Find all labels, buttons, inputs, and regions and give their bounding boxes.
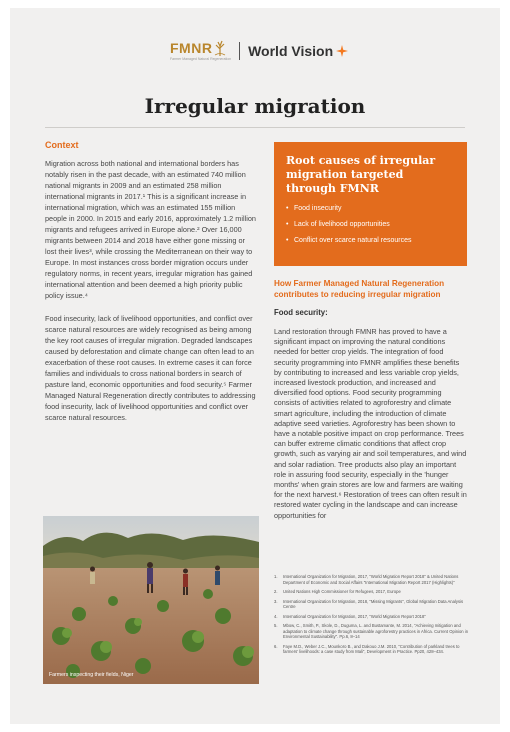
footnote-number: 5. xyxy=(274,623,278,628)
field-photo-illustration xyxy=(43,516,259,684)
callout-list xyxy=(286,204,467,245)
footnote xyxy=(274,614,469,620)
footnote-text: International Organization for Migration, 2017, "World Migration Report 2018" xyxy=(283,613,426,619)
fmnr-logo-text: FMNR xyxy=(170,40,213,56)
page-title: Irregular migration xyxy=(144,94,366,118)
footnote xyxy=(274,574,469,585)
footnote-number: 2. xyxy=(274,589,278,594)
food-security-subheading: Food security: xyxy=(274,308,328,317)
bullet-icon: • xyxy=(286,237,289,244)
footnote-number: 3. xyxy=(274,598,278,604)
how-heading: How Farmer Managed Natural Regeneration contributes to reducing irregular migration xyxy=(274,279,445,299)
logo-divider xyxy=(239,42,240,60)
world-vision-logo xyxy=(248,43,348,59)
context-section xyxy=(45,140,258,423)
how-section xyxy=(274,278,467,521)
callout-item-label: Lack of livelihood opportunities xyxy=(294,221,390,228)
callout-item-label: Conflict over scarce natural resources xyxy=(294,237,412,244)
footnote xyxy=(274,623,469,640)
logo-bar xyxy=(170,40,348,61)
footnote-number: 6. xyxy=(274,643,278,649)
footnote-text: International Organization for Migration, 2018, "Missing Migrants", Global Migration Data Analysis Centre xyxy=(283,598,464,609)
world-vision-star-icon xyxy=(336,45,348,57)
document-page xyxy=(10,8,500,724)
fmnr-logo xyxy=(170,40,231,61)
footnote-text: United Nations High Commissioner for Refugees, 2017, Europe xyxy=(283,589,401,594)
bullet-icon: • xyxy=(286,221,289,228)
footnote-text: Mbow, C., Smith, P., Skole, D., Duguma, L. and Bustamante, M. 2014, "Achieving mitigation and adaptation to climate change through sustainable agroforestry practices in Africa. Current Opinion in Environmental Sustainability". Pp.6, 8–14 xyxy=(283,623,469,639)
list-item xyxy=(286,220,467,229)
list-item xyxy=(286,204,467,213)
footnote-number: 4. xyxy=(274,613,278,619)
list-item xyxy=(286,236,467,245)
bullet-icon: • xyxy=(286,205,289,212)
footnote-number: 1. xyxy=(274,574,278,579)
footnote xyxy=(274,599,469,610)
footnote-text: International Organization for Migration, 2017, "World Migration Report 2018" & United Nations Department of Economic and Social Affairs "International Migration Report 2017 (Highlights)" xyxy=(283,574,459,585)
footnote xyxy=(274,589,469,595)
callout-item-label: Food insecurity xyxy=(294,205,342,212)
title-divider xyxy=(45,127,465,128)
footnotes xyxy=(274,574,469,659)
field-photo xyxy=(43,516,259,684)
context-paragraph: Migration across both national and international borders has notably risen in the past decade, with an estimated 740 million national migrants in 2009 and an estimated 258 million international migrants in 2017.¹ This is a significant increase in international migration, which was an estimated 155 million people in 2000. In 2015 and early 2016, approximately 1.2 million migrants and refugees arrived in Europe alone.² Over 16,000 migrants between 2014 and 2018 have either gone missing or lost their lives³, while crossing the Mediterranean on their way to Europe. In most instances cross border migration occurs under regulatory norms, in recent years, irregular migration has gained international attention and been deemed a high priority public policy issue.⁴ xyxy=(45,159,256,300)
footnote-text: Faye M.D., Weber J.C., Mounkoro B., and Dakouo J.M. 2010, "Contribution of parkland trees to farmers' livelihoods: a case study from Mali", Development in Practice. Pp20, 428–434. xyxy=(283,643,460,654)
world-vision-logo-text: World Vision xyxy=(248,42,334,59)
footnote xyxy=(274,644,469,655)
root-causes-callout xyxy=(274,142,467,266)
photo-caption: Farmers inspecting their fields, Niger xyxy=(49,672,134,678)
context-heading: Context xyxy=(45,140,79,150)
food-security-paragraph: Land restoration through FMNR has proved to have a significant impact on improving the natural conditions needed for better crop yields. The integration of food security programming into FMNR amplifies these benefits by contributing to increased and less variable crop yields, increased livestock production, and increased and diversified food options. Food security programming consists of activities related to agroforestry and climate smart agriculture, including the introduction of climate adaptive seed varieties. Agroforestry has been shown to have a notable positive impact on crop performance. Trees can buffer extreme climatic conditions that affect crop growth, such as varying air and soil temperatures, and wind and solar radiation. Tree products also play an important role in assuring food security, especially in the 'hunger months' when grain stores are low and farmers are waiting for the next harvest.⁶ Restoration of trees can often result in restored water cycling in the landscape and can increase opportunities for xyxy=(274,327,467,520)
context-paragraph: Food insecurity, lack of livelihood opportunities, and conflict over scarce natural resources are widely recognised as being among the key root causes of irregular migration. Degraded landscapes caused by deforestation and climate change can often lead to an exacerbation of these root causes. In extreme cases it can force families and individuals to cross national borders in search of pasture land, economic opportunities and food security.⁵ Farmer Managed Natural Regeneration directly contributes to addressing food insecurity, lack of livelihood opportunities and conflict over scarce natural resources. xyxy=(45,314,256,422)
fmnr-logo-subtitle: Farmer Managed Natural Regeneration xyxy=(170,57,232,61)
callout-title: Root causes of irregular migration targeted through FMNR xyxy=(286,154,436,195)
tree-icon xyxy=(213,40,227,56)
